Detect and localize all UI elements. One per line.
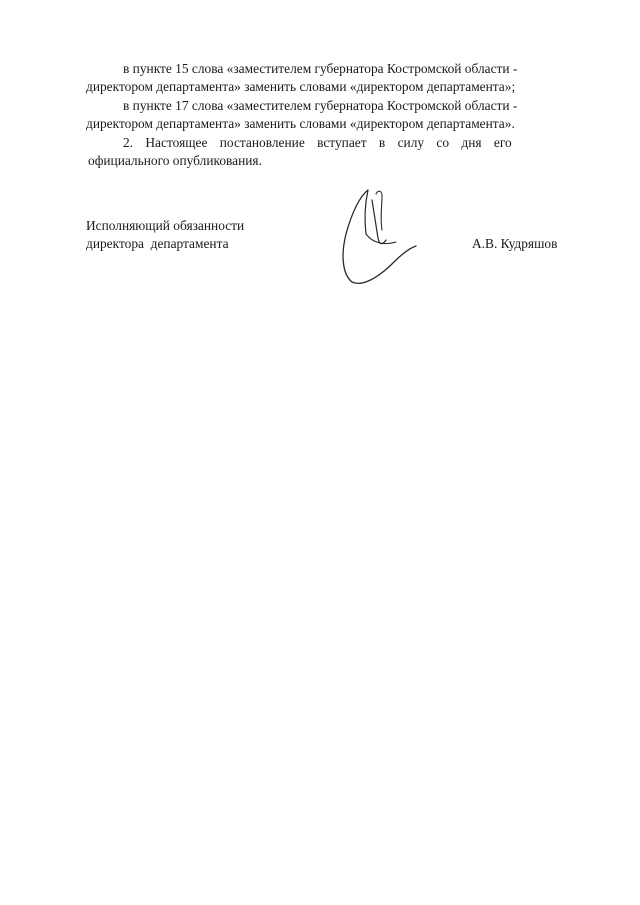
- paragraph-item-17: [86, 97, 574, 134]
- paragraph-item-15-line1: в пункте 15 слова «заместителем губернатора Костромской области -: [123, 61, 518, 76]
- handwritten-signature: [338, 182, 418, 286]
- paragraph-item-15: [86, 60, 574, 97]
- paragraph-item-2: [86, 134, 574, 171]
- signer-position: [86, 217, 244, 254]
- signer-position-line1: Исполняющий обязанности: [86, 218, 245, 233]
- paragraph-item-15-line2: директором департамента» заменить словами «директором департамента»;: [86, 79, 516, 95]
- document-body: [86, 60, 574, 170]
- signer-position-line2: директора департамента: [86, 236, 229, 252]
- paragraph-item-17-line2: директором департамента» заменить словами «директором департамента».: [86, 116, 515, 132]
- paragraph-item-2-line1: 2. Настоящее постановление вступает в силу со дня его: [123, 134, 512, 150]
- signer-name: А.В. Кудряшов: [472, 236, 558, 251]
- paragraph-item-2-line2: официального опубликования.: [88, 153, 262, 169]
- paragraph-item-17-line1: в пункте 17 слова «заместителем губернатора Костромской области -: [123, 97, 518, 113]
